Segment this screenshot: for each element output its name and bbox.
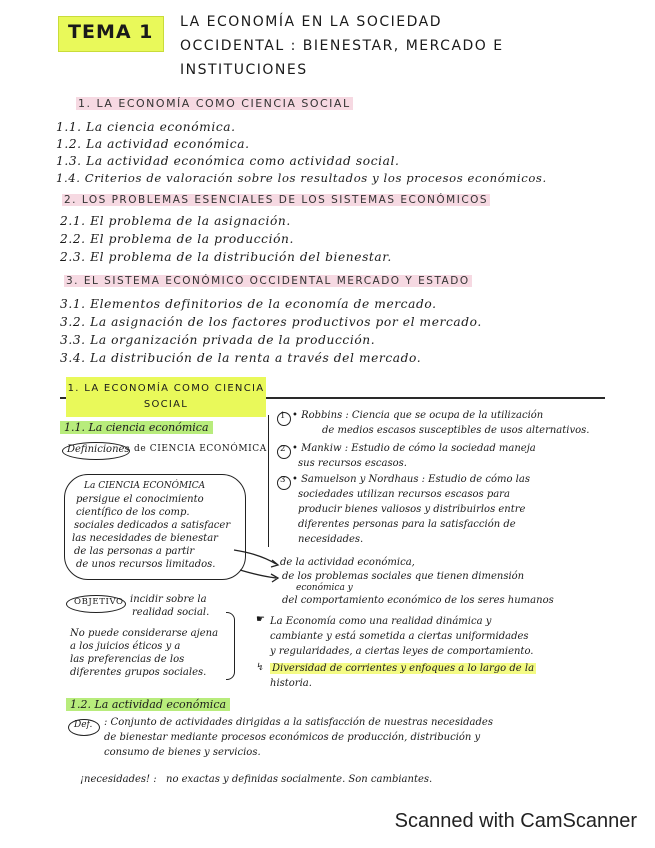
index-item-1-2: 1.2. La actividad económica. — [56, 137, 250, 151]
def-1-line-2: de medios escasos susceptibles de usos alternativos. — [322, 425, 590, 436]
subsection-1-2: 1.2. La actividad económica — [66, 698, 230, 711]
left-note-line-3: las preferencias de los — [70, 654, 185, 665]
objetivo-label: OBJETIVO — [74, 597, 124, 607]
definiciones-suffix: de CIENCIA ECONÓMICA — [134, 444, 267, 454]
left-note-line-1: No puede considerarse ajena — [70, 628, 219, 639]
def-line-1: : Conjunto de actividades dirigidas a la satisfacción de nuestras necesidades — [104, 717, 493, 728]
index-item-1-3: 1.3. La actividad económica como actividad social. — [56, 154, 400, 168]
left-note-line-2: a los juicios éticos y a — [70, 641, 181, 652]
subsection-1-1: 1.1. La ciencia económica — [60, 421, 213, 434]
index-item-2-1: 2.1. El problema de la asignación. — [60, 214, 291, 228]
column-separator — [268, 415, 269, 547]
ciencia-box-line-6: de las personas a partir — [74, 546, 195, 557]
left-note-line-4: diferentes grupos sociales. — [70, 667, 207, 678]
arrow-line-3: económica y — [296, 583, 353, 593]
index-item-1-4: 1.4. Criterios de valoración sobre los resultados y los procesos económicos. — [56, 171, 547, 185]
camscanner-watermark: Scanned with CamScanner — [394, 810, 637, 832]
tema-label: TEMA 1 — [68, 21, 154, 43]
ciencia-box-line-1: La CIENCIA ECONÓMICA — [84, 481, 206, 491]
ciencia-box-line-7: de unos recursos limitados. — [76, 559, 216, 570]
title-line-1: LA ECONOMÍA EN LA SOCIEDAD — [180, 14, 442, 30]
arrow-line-1: de la actividad económica, — [280, 557, 415, 568]
def-1-line-1: • Robbins : Ciencia que se ocupa de la utilización — [292, 410, 544, 421]
economia-line-3: y regularidades, a ciertas leyes de comportamiento. — [270, 646, 534, 657]
index-heading-3: 3. EL SISTEMA ECONÓMICO OCCIDENTAL MERCADO Y ESTADO — [66, 275, 470, 287]
objetivo-line-2: realidad social. — [132, 607, 210, 618]
index-item-3-4: 3.4. La distribución de la renta a través del mercado. — [60, 351, 422, 365]
def-3-line-5: necesidades. — [298, 534, 364, 545]
economia-line-2: cambiante y está sometida a ciertas uniformidades — [270, 631, 529, 642]
necesidades-text: no exactas y definidas socialmente. Son cambiantes. — [166, 774, 433, 785]
necesidades-label: ¡necesidades! : — [80, 774, 157, 785]
diversidad-marker: ↯ — [256, 662, 265, 673]
index-item-3-2: 3.2. La asignación de los factores productivos por el mercado. — [60, 315, 482, 329]
arrows-svg — [230, 540, 290, 602]
index-heading-2: 2. LOS PROBLEMAS ESENCIALES DE LOS SISTEMAS ECONÓMICOS — [64, 194, 489, 206]
def-2-line-2: sus recursos escasos. — [298, 458, 407, 469]
def-num-3: 3 — [280, 475, 286, 485]
title-line-3: INSTITUCIONES — [180, 62, 308, 78]
ciencia-box-line-2: persigue el conocimiento — [76, 494, 204, 505]
diversidad-line-2: historia. — [270, 678, 312, 689]
index-item-3-1: 3.1. Elementos definitorios de la economía de mercado. — [60, 297, 437, 311]
def-3-line-4: diferentes personas para la satisfacción de — [298, 519, 516, 530]
def-label: Def. — [74, 720, 93, 730]
title-line-2: OCCIDENTAL : BIENESTAR, MERCADO E — [180, 38, 504, 54]
def-line-3: consumo de bienes y servicios. — [104, 747, 261, 758]
def-3-line-3: producir bienes valiosos y distribuirlos entre — [298, 504, 526, 515]
index-heading-1: 1. LA ECONOMÍA COMO CIENCIA SOCIAL — [78, 97, 351, 110]
objetivo-line-1: incidir sobre la — [130, 594, 207, 605]
left-note-bracket — [226, 612, 235, 680]
ciencia-box-line-3: científico de los comp. — [76, 507, 190, 518]
arrow-line-2: de los problemas sociales que tienen dimensión — [282, 571, 525, 582]
def-num-2: 2 — [280, 444, 286, 454]
ciencia-box-line-5: las necesidades de bienestar — [72, 533, 218, 544]
index-item-1-1: 1.1. La ciencia económica. — [56, 120, 236, 134]
def-3-line-2: sociedades utilizan recursos escasos para — [298, 489, 510, 500]
economia-line-1: La Economía como una realidad dinámica y — [270, 616, 492, 627]
arrow-line-4: del comportamiento económico de los seres humanos — [282, 595, 554, 606]
def-2-line-1: • Mankiw : Estudio de cómo la sociedad maneja — [292, 443, 536, 454]
def-num-1: 1 — [280, 411, 286, 421]
def-line-2: de bienestar mediante procesos económicos de producción, distribución y — [104, 732, 481, 743]
economia-marker: ☛ — [256, 614, 265, 625]
diversidad-line-1: Diversidad de corrientes y enfoques a lo largo de la — [272, 663, 535, 674]
index-item-2-2: 2.2. El problema de la producción. — [60, 232, 294, 246]
ciencia-box-line-4: sociales dedicados a satisfacer — [74, 520, 231, 531]
section1-title: 1. LA ECONOMÍA COMO CIENCIA SOCIAL — [67, 383, 265, 410]
index-item-2-3: 2.3. El problema de la distribución del bienestar. — [60, 250, 392, 264]
index-item-3-3: 3.3. La organización privada de la producción. — [60, 333, 376, 347]
definiciones-label: Definiciones — [67, 444, 130, 455]
def-3-line-1: • Samuelson y Nordhaus : Estudio de cómo las — [292, 474, 530, 485]
